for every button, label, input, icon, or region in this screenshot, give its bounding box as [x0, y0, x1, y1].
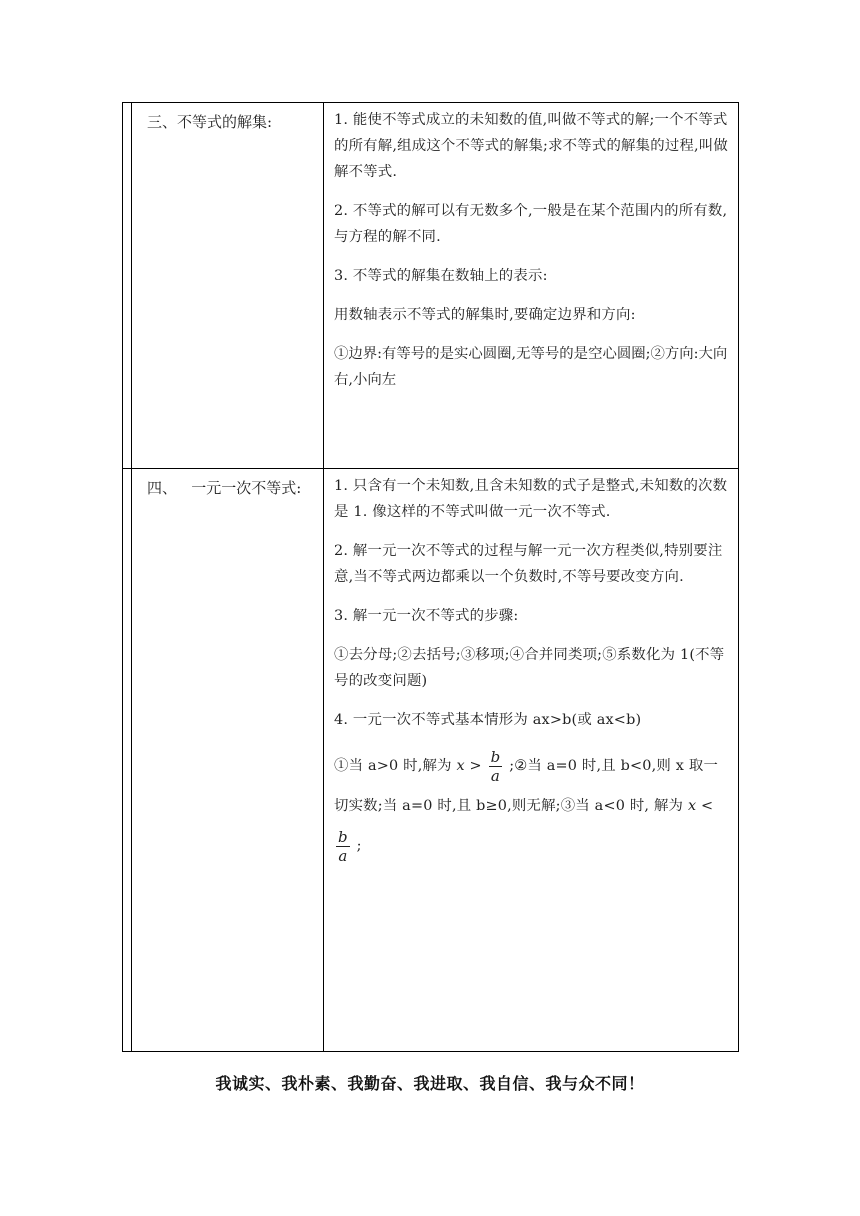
fraction-denominator: a [338, 846, 348, 865]
fraction [336, 828, 350, 865]
case-text: ; [356, 838, 362, 854]
fraction [489, 748, 503, 785]
notes-table [122, 102, 739, 1052]
fraction-denominator: a [490, 766, 501, 785]
fraction-numerator: b [490, 747, 501, 766]
paragraph: 用数轴表示不等式的解集时,要确定边界和方向: [334, 307, 636, 323]
paragraph: 2. 解一元一次不等式的过程与解一元一次方程类似,特别要注意,当不等式两边都乘以一个负数时,不等号要改变方向. [334, 543, 723, 585]
table-row-linear-inequality [123, 469, 739, 1052]
paragraph: 3. 不等式的解集在数轴上的表示: [334, 268, 548, 284]
paragraph: ①边界:有等号的是实心圆圈,无等号的是空心圆圈;②方向:大向右,小向左 [334, 346, 728, 388]
case-text: ;②当 a=0 时,且 b<0,则 x 取一切实数;当 a=0 时,且 b≥0,则无解;③当 a<0 时, 解为 [334, 758, 719, 814]
content-cell [324, 103, 739, 469]
math-lhs: x < [687, 798, 714, 814]
case-text: ①当 a>0 时,解为 [334, 758, 452, 774]
paragraph: ①去分母;②去括号;③移项;④合并同类项;⑤系数化为 1(不等号的改变问题) [334, 647, 725, 689]
cases-paragraph [334, 746, 732, 866]
label-cell [132, 469, 324, 1052]
math-lhs: x > [456, 758, 482, 774]
paragraph: 2. 不等式的解可以有无数多个,一般是在某个范围内的所有数,与方程的解不同. [334, 203, 728, 245]
fraction-numerator: b [338, 827, 348, 846]
gutter-cell [123, 103, 132, 469]
paragraph: 3. 解一元一次不等式的步骤: [334, 608, 519, 624]
paragraph: 4. 一元一次不等式基本情形为 ax>b(或 ax<b) [334, 712, 642, 728]
footer-motto: 我诚实、我朴素、我勤奋、我进取、我自信、我与众不同！ [215, 1074, 645, 1093]
gutter-cell [123, 469, 132, 1052]
section-label: 三、不等式的解集: [147, 113, 273, 131]
paragraph: 1. 只含有一个未知数,且含未知数的式子是整式,未知数的次数是 1. 像这样的不等式叫做一元一次不等式. [334, 478, 728, 520]
content-cell [324, 469, 739, 1052]
label-cell [132, 103, 324, 469]
table-row-inequality-solution-set [123, 103, 739, 469]
paragraph: 1. 能使不等式成立的未知数的值,叫做不等式的解;一个不等式的所有解,组成这个不等式的解集;求不等式的解集的过程,叫做解不等式. [334, 112, 728, 180]
section-label: 四、 一元一次不等式: [147, 479, 302, 497]
